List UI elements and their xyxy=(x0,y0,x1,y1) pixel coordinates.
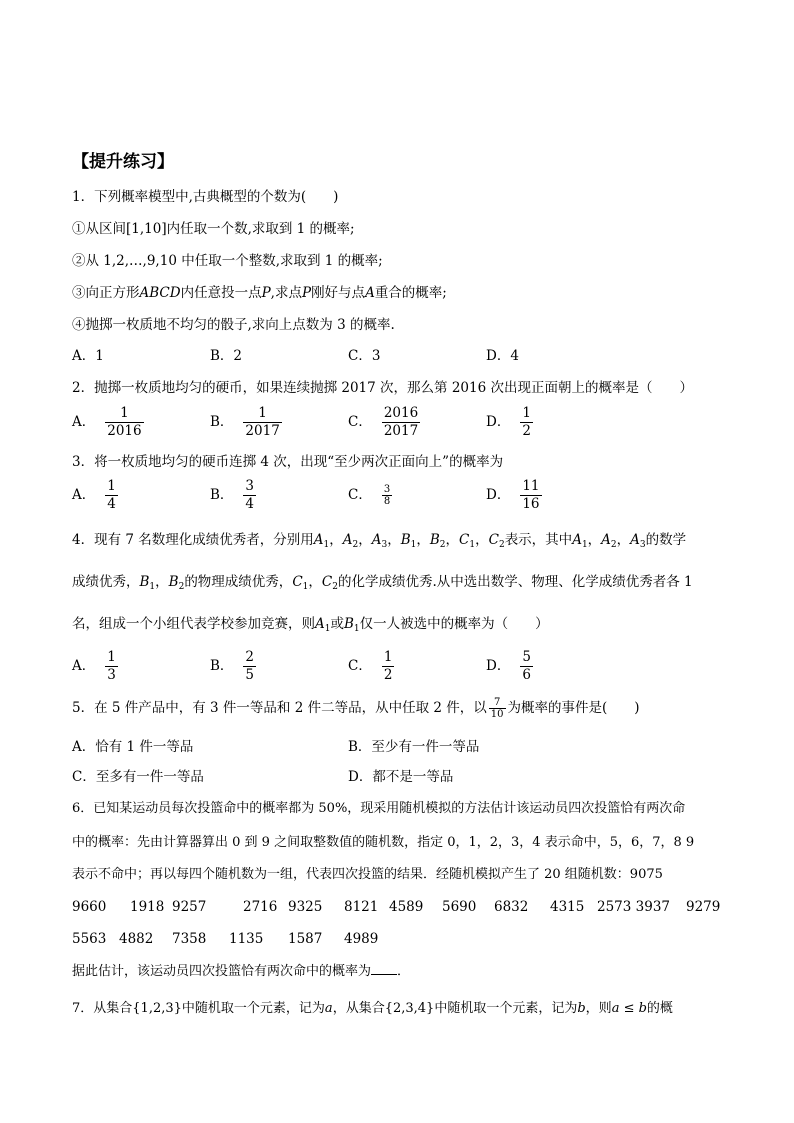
q4-option-d: D． $\frac{5}{6}$ xyxy=(486,649,531,683)
q6-random-number: 1135 xyxy=(229,931,264,947)
q3-option-c: C． $\frac{3}{8}$ xyxy=(348,484,391,507)
q3-option-b: B． $\frac{3}{4}$ xyxy=(210,478,255,512)
q2-option-b: B． $\frac{1}{2017}$ xyxy=(210,405,280,439)
q5-stem: 5．在 5 件产品中，有 3 件一等品和 2 件二等品，从中任取 2 件，以 $\frac{7}{10}$ 为概率的事件是( ) xyxy=(72,697,640,720)
q6-random-number: 6832 xyxy=(494,899,529,915)
q6-random-number: 9279 xyxy=(686,899,721,915)
q5-option-d: D．都不是一等品 xyxy=(348,769,454,785)
q5-option-a: A．恰有 1 件一等品 xyxy=(72,739,194,755)
q2-option-a: A． $\frac{1}{2016}$ xyxy=(72,405,142,439)
q3-option-a: A． $\frac{1}{4}$ xyxy=(72,478,116,512)
q4-option-a-fraction: $\frac{1}{3}$ xyxy=(107,649,116,683)
q6-line-1: 6．已知某运动员每次投篮命中的概率都为 50%，现采用随机模拟的方法估计该运动员四次投篮恰有两次命 xyxy=(72,801,686,816)
q3-option-d: D． $\frac{11}{16}$ xyxy=(486,478,540,512)
q4-option-c: C． $\frac{1}{2}$ xyxy=(348,649,393,683)
q3-option-d-fraction: $\frac{11}{16}$ xyxy=(522,478,540,512)
q1-option-c: C．3 xyxy=(348,348,381,364)
q3-option-a-fraction: $\frac{1}{4}$ xyxy=(107,478,116,512)
q6-random-number: 4989 xyxy=(344,931,379,947)
q4-line-1: 4．现有 7 名数理化成绩优秀者，分别用$A_1$，$A_2$，$A_3$，$B_1$，$B_2$，$C_1$，$C_2$表示，其中$A_1$，$A_2$，$A_3$的数学 xyxy=(72,532,687,550)
q2-option-d: D． $\frac{1}{2}$ xyxy=(486,405,531,439)
q6-random-number: 2573 3937 xyxy=(597,899,671,915)
q5-option-c: C．至多有一件一等品 xyxy=(72,769,204,785)
q1-stem: 1．下列概率模型中,古典概型的个数为( ) xyxy=(72,189,339,205)
q6-random-number: 5563 xyxy=(72,931,107,947)
q6-random-number: 7358 xyxy=(172,931,207,947)
q5-fraction: $\frac{7}{10}$ xyxy=(490,697,504,720)
q1-item-3: ③向正方形ABCD内任意投一点P,求点P刚好与点A重合的概率; xyxy=(72,285,447,301)
q1-item-2: ②从 1,2,…,9,10 中任取一个整数,求取到 1 的概率; xyxy=(72,253,383,269)
q2-option-a-fraction: $\frac{1}{2016}$ xyxy=(107,405,142,439)
q3-option-c-fraction: $\frac{3}{8}$ xyxy=(383,484,391,507)
q6-random-number: 5690 xyxy=(442,899,477,915)
q6-random-number: 4315 xyxy=(550,899,585,915)
q1-option-d: D．4 xyxy=(486,348,519,364)
q3-option-b-fraction: $\frac{3}{4}$ xyxy=(245,478,255,512)
q1-item-1: ①从区间[1,10]内任取一个数,求取到 1 的概率; xyxy=(72,221,355,237)
q6-conclusion: 据此估计，该运动员四次投篮恰有两次命中的概率为 ． xyxy=(72,964,411,979)
q1-option-b: B．2 xyxy=(210,348,243,364)
q2-option-c-fraction: $\frac{2016}{2017}$ xyxy=(383,405,419,439)
q4-option-d-fraction: $\frac{5}{6}$ xyxy=(522,649,531,683)
q1-option-a: A．1 xyxy=(72,348,104,364)
answer-blank xyxy=(371,962,397,975)
q6-random-number: 1587 xyxy=(288,931,323,947)
q6-random-number: 9257 xyxy=(172,899,207,915)
q1-item-4: ④抛掷一枚质地不均匀的骰子,求向上点数为 3 的概率. xyxy=(72,317,395,333)
q6-line-3: 表示不命中；再以每四个随机数为一组，代表四次投篮的结果．经随机模拟产生了 20 组随机数：9075 xyxy=(72,867,663,882)
section-title: 【提升练习】 xyxy=(72,152,174,172)
q6-random-number: 9325 xyxy=(288,899,323,915)
q6-line-2: 中的概率：先由计算器算出 0 到 9 之间取整数值的随机数，指定 0，1，2，3，4 表示命中，5，6，7，8 9 xyxy=(72,835,695,850)
q4-option-b-fraction: $\frac{2}{5}$ xyxy=(245,649,255,683)
q2-stem: 2．抛掷一枚质地均匀的硬币，如果连续抛掷 2017 次，那么第 2016 次出现正面朝上的概率是（ ） xyxy=(72,380,693,396)
q4-option-c-fraction: $\frac{1}{2}$ xyxy=(383,649,393,683)
q4-option-a: A． $\frac{1}{3}$ xyxy=(72,649,116,683)
q2-option-c: C． $\frac{2016}{2017}$ xyxy=(348,405,419,439)
q2-option-d-fraction: $\frac{1}{2}$ xyxy=(522,405,531,439)
q6-random-number: 2716 xyxy=(243,899,278,915)
q5-option-b: B．至少有一件一等品 xyxy=(348,739,480,755)
q6-random-number: 9660 xyxy=(72,899,107,915)
q3-stem: 3．将一枚质地均匀的硬币连掷 4 次，出现“至少两次正面向上”的概率为 xyxy=(72,454,504,470)
q6-random-number: 4589 xyxy=(389,899,424,915)
q4-option-b: B． $\frac{2}{5}$ xyxy=(210,649,255,683)
q2-option-b-fraction: $\frac{1}{2017}$ xyxy=(245,405,280,439)
q6-random-number: 8121 xyxy=(344,899,379,915)
q6-random-number: 4882 xyxy=(119,931,154,947)
q4-line-3: 名，组成一个小组代表学校参加竞赛，则$A_1$或$B_1$仅一人被选中的概率为（ ） xyxy=(72,616,549,634)
q4-line-2: 成绩优秀，$B_1$，$B_2$的物理成绩优秀，$C_1$，$C_2$的化学成绩优秀.从中选出数学、物理、化学成绩优秀者各 1 xyxy=(72,574,693,592)
q6-random-number: 1918 xyxy=(130,899,165,915)
q7-stem: 7．从集合{1,2,3}中随机取一个元素，记为a，从集合{2,3,4}中随机取一个元素，记为b，则a ≤ b的概 xyxy=(72,1001,673,1016)
